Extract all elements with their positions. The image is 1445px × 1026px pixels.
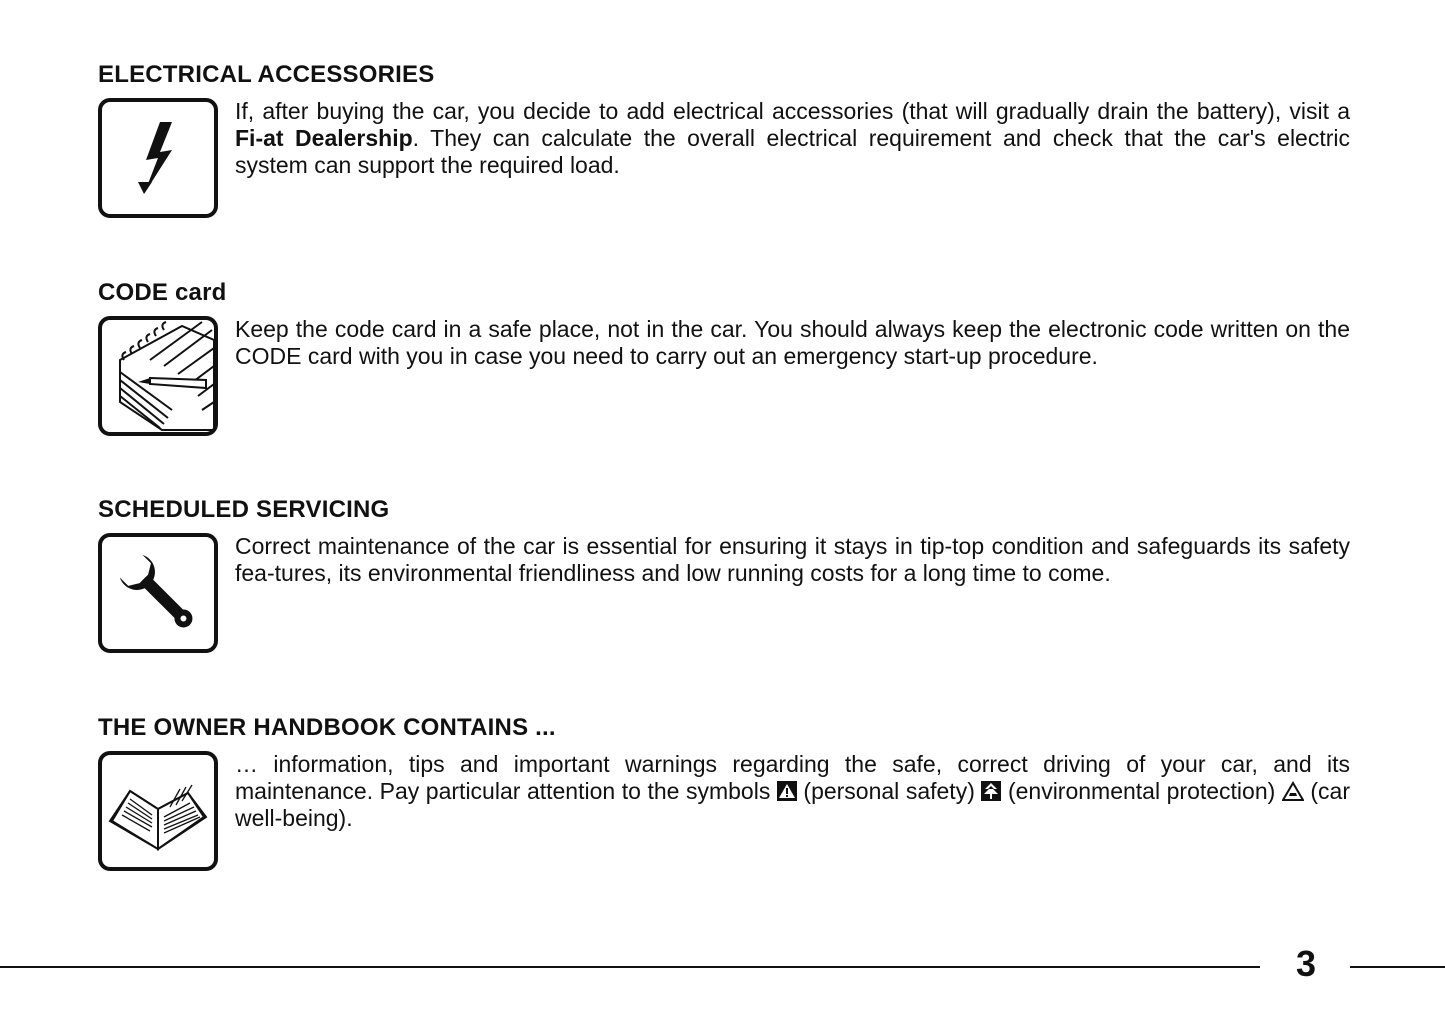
body-text: … information, tips and important warnings regarding the safe, correct driving of your car, and its maintenance. Pay particular attention to the symbols (235, 751, 1350, 804)
section-row (98, 533, 1350, 653)
section-electrical-accessories (98, 60, 1350, 218)
section-heading: ELECTRICAL ACCESSORIES (98, 61, 435, 88)
body-text-before: If, after buying the car, you decide to add electrical accessories (that will gradually drain the battery), visit a (235, 98, 1350, 124)
section-row (98, 316, 1350, 436)
open-book-icon (98, 751, 218, 871)
section-scheduled-servicing (98, 495, 1350, 653)
section-code-card (98, 278, 1350, 436)
section-row (98, 751, 1350, 871)
page-number: 3 (1295, 943, 1317, 984)
section-owner-handbook (98, 713, 1350, 871)
car-wellbeing-icon (1282, 781, 1304, 801)
section-body (235, 98, 1350, 179)
personal-safety-icon (777, 781, 797, 801)
section-heading: THE OWNER HANDBOOK CONTAINS ... (98, 714, 556, 741)
environmental-protection-label: (environmental protection) (1007, 778, 1276, 804)
section-heading: CODE card (98, 279, 227, 306)
body-text-after: . They can calculate the overall electrical requirement and check that the car's electric system can support the required load. (235, 125, 1350, 178)
section-body: Correct maintenance of the car is essential for ensuring it stays in tip-top condition and safeguards its safety fea-tures, its environmental friendliness and low running costs for a long time to come. (235, 533, 1350, 586)
section-row (98, 98, 1350, 218)
lightning-bolt-icon (98, 98, 218, 218)
personal-safety-label: (personal safety) (803, 778, 975, 804)
footer-rule-left (0, 966, 1260, 968)
dealership-text: Fi-at Dealership (235, 125, 413, 151)
section-body: Keep the code card in a safe place, not in the car. You should always keep the electronic code written on the CODE card with you in case you need to carry out an emergency start-up procedure. (235, 316, 1350, 369)
section-body (235, 751, 1350, 832)
car-wellbeing-label: (car well-being). (235, 778, 1351, 831)
environmental-protection-icon (981, 781, 1001, 801)
footer-rule-right (1350, 966, 1445, 968)
section-heading: SCHEDULED SERVICING (98, 496, 390, 523)
wrench-icon (98, 533, 218, 653)
notebook-pencil-icon (98, 316, 218, 436)
